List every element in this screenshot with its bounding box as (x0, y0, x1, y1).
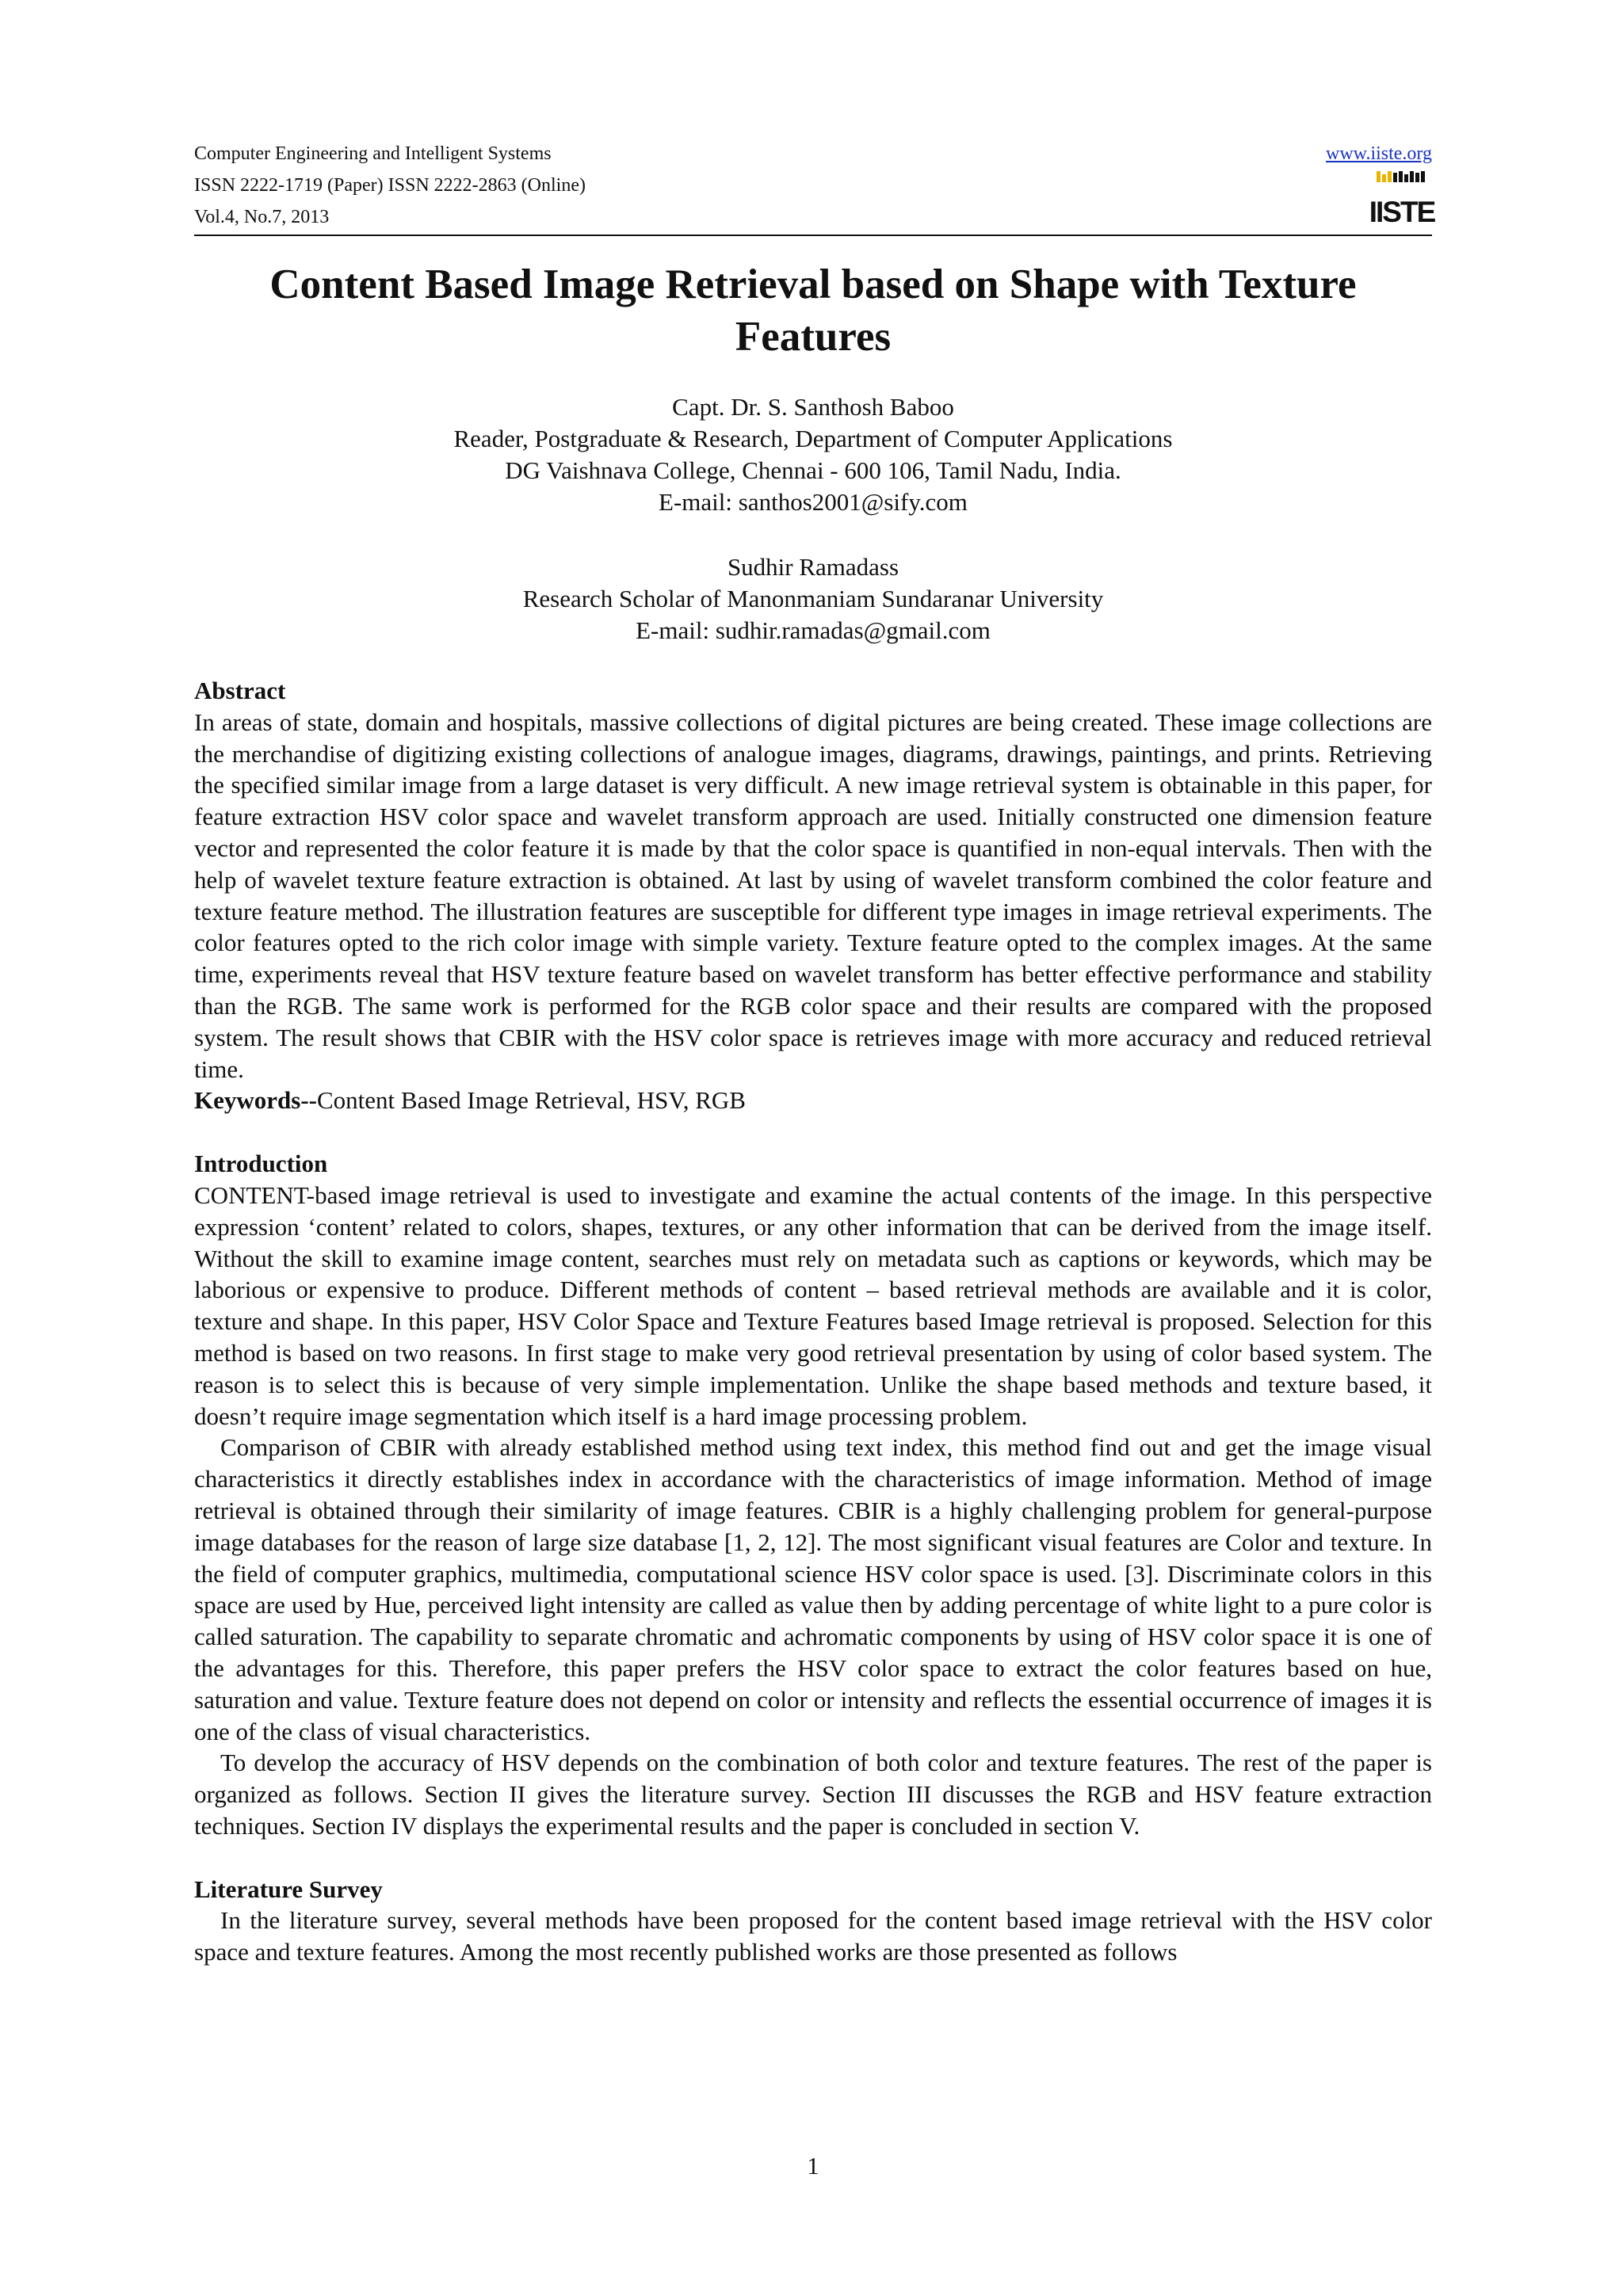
author-2-email: E-mail: sudhir.ramadas@gmail.com (636, 616, 991, 644)
abstract-heading: Abstract (194, 677, 286, 704)
author-1-affiliation: Reader, Postgraduate & Research, Department of Computer Applications (453, 425, 1173, 452)
abstract-text: In areas of state, domain and hospitals, massive collections of digital pictures are being created. These image collections are the merchandise of digitizing existing collections of analogue images, diagrams, drawings, paintings, and prints. Retrieving the specified similar image from a large dataset is very difficult. A new image retrieval system is obtainable in this paper, for feature extraction HSV color space and wavelet transform approach are used. Initially constructed one dimension feature vector and represented the color feature it is made by that the color space is quantified in non-equal intervals. Then with the help of wavelet texture feature extraction is obtained. At last by using of wavelet transform combined the color feature and texture feature method. The illustration features are susceptible for different type images in image retrieval experiments. The color features opted to the rich color image with simple variety. Texture feature opted to the complex images. At the same time, experiments reveal that HSV texture feature based on wavelet transform has better effective performance and stability than the RGB. The same work is performed for the RGB color space and their results are compared with the proposed system. The result shows that CBIR with the HSV color space is retrieves image with more accuracy and reduced retrieval time. (194, 707, 1432, 1083)
author-2-affiliation: Research Scholar of Manonmaniam Sundaranar University (522, 585, 1104, 612)
running-header (194, 138, 586, 233)
volume-line: Vol.4, No.7, 2013 (194, 207, 330, 227)
author-1-email: E-mail: santhos2001@sify.com (659, 488, 968, 516)
keywords-text: Content Based Image Retrieval, HSV, RGB (316, 1086, 746, 1115)
iiste-logo-icon (1369, 170, 1435, 228)
literature-survey-paragraph-1: In the literature survey, several methods have been proposed for the content based image retrieval with the HSV color space and texture features. Among the most recently published works are those presented as follows (194, 1906, 1432, 1966)
paper-body (194, 675, 1432, 1968)
literature-survey-heading: Literature Survey (194, 1875, 383, 1903)
introduction-paragraph-1: CONTENT-based image retrieval is used to investigate and examine the actual contents of the image. In this perspective expression ‘content’ related to colors, shapes, textures, or any other information that can be derived from the image itself. Without the skill to examine image content, searches must rely on metadata such as captions or keywords, which may be laborious or expensive to produce. Different methods of content – based retrieval methods are available and it is color, texture and shape. In this paper, HSV Color Space and Texture Features based Image retrieval is proposed. Selection for this method is based on two reasons. In first stage to make very good retrieval presentation by using of color based system. The reason is to select this is because of very simple implementation. Unlike the shape based methods and texture based, it doesn’t require image segmentation which itself is a hard image processing problem. (194, 1180, 1432, 1430)
issn-line: ISSN 2222-1719 (Paper) ISSN 2222-2863 (Online) (194, 175, 586, 196)
introduction-paragraph-3: To develop the accuracy of HSV depends on the combination of both color and texture features. The rest of the paper is organized as follows. Section II gives the literature survey. Section III discusses the RGB and HSV feature extraction techniques. Section IV displays the experimental results and the paper is concluded in section V. (194, 1749, 1432, 1840)
author-1-name: Capt. Dr. S. Santhosh Baboo (672, 393, 954, 421)
page-number: 1 (807, 2152, 819, 2180)
author-1-address: DG Vaishnava College, Chennai - 600 106, Tamil Nadu, India. (505, 456, 1121, 484)
journal-url-link[interactable]: www.iiste.org (1326, 143, 1432, 164)
svg-text:IISTE: IISTE (1369, 196, 1435, 228)
paper-title: Content Based Image Retrieval based on Shape with Texture Features (269, 261, 1357, 360)
keywords-line (194, 1085, 1432, 1116)
introduction-paragraph-2: Comparison of CBIR with already established method using text index, this method find out and get the image visual characteristics it directly establishes index in accordance with the characteristics of image information. Method of image retrieval is obtained through their similarity of image features. CBIR is a highly challenging problem for general-purpose image databases for the reason of large size database [1, 2, 12]. The most significant visual features are Color and texture. In the field of computer graphics, multimedia, computational science HSV color space is used. [3]. Discriminate colors in this space are used by Hue, perceived light intensity are called as value then by adding percentage of white light to a pure color is called saturation. The capability to separate chromatic and achromatic components by using of HSV color space it is one of the advantages for this. Therefore, this paper prefers the HSV color space to extract the color features based on hue, saturation and value. Texture feature does not depend on color or intensity and reflects the essential occurrence of images it is one of the class of visual characteristics. (194, 1433, 1432, 1745)
header-rule (194, 235, 1432, 236)
introduction-heading: Introduction (194, 1150, 328, 1178)
keywords-label: Keywords-- (194, 1086, 317, 1115)
author-2-name: Sudhir Ramadass (727, 553, 899, 581)
author-block (194, 391, 1432, 646)
journal-name: Computer Engineering and Intelligent Systems (194, 143, 552, 164)
